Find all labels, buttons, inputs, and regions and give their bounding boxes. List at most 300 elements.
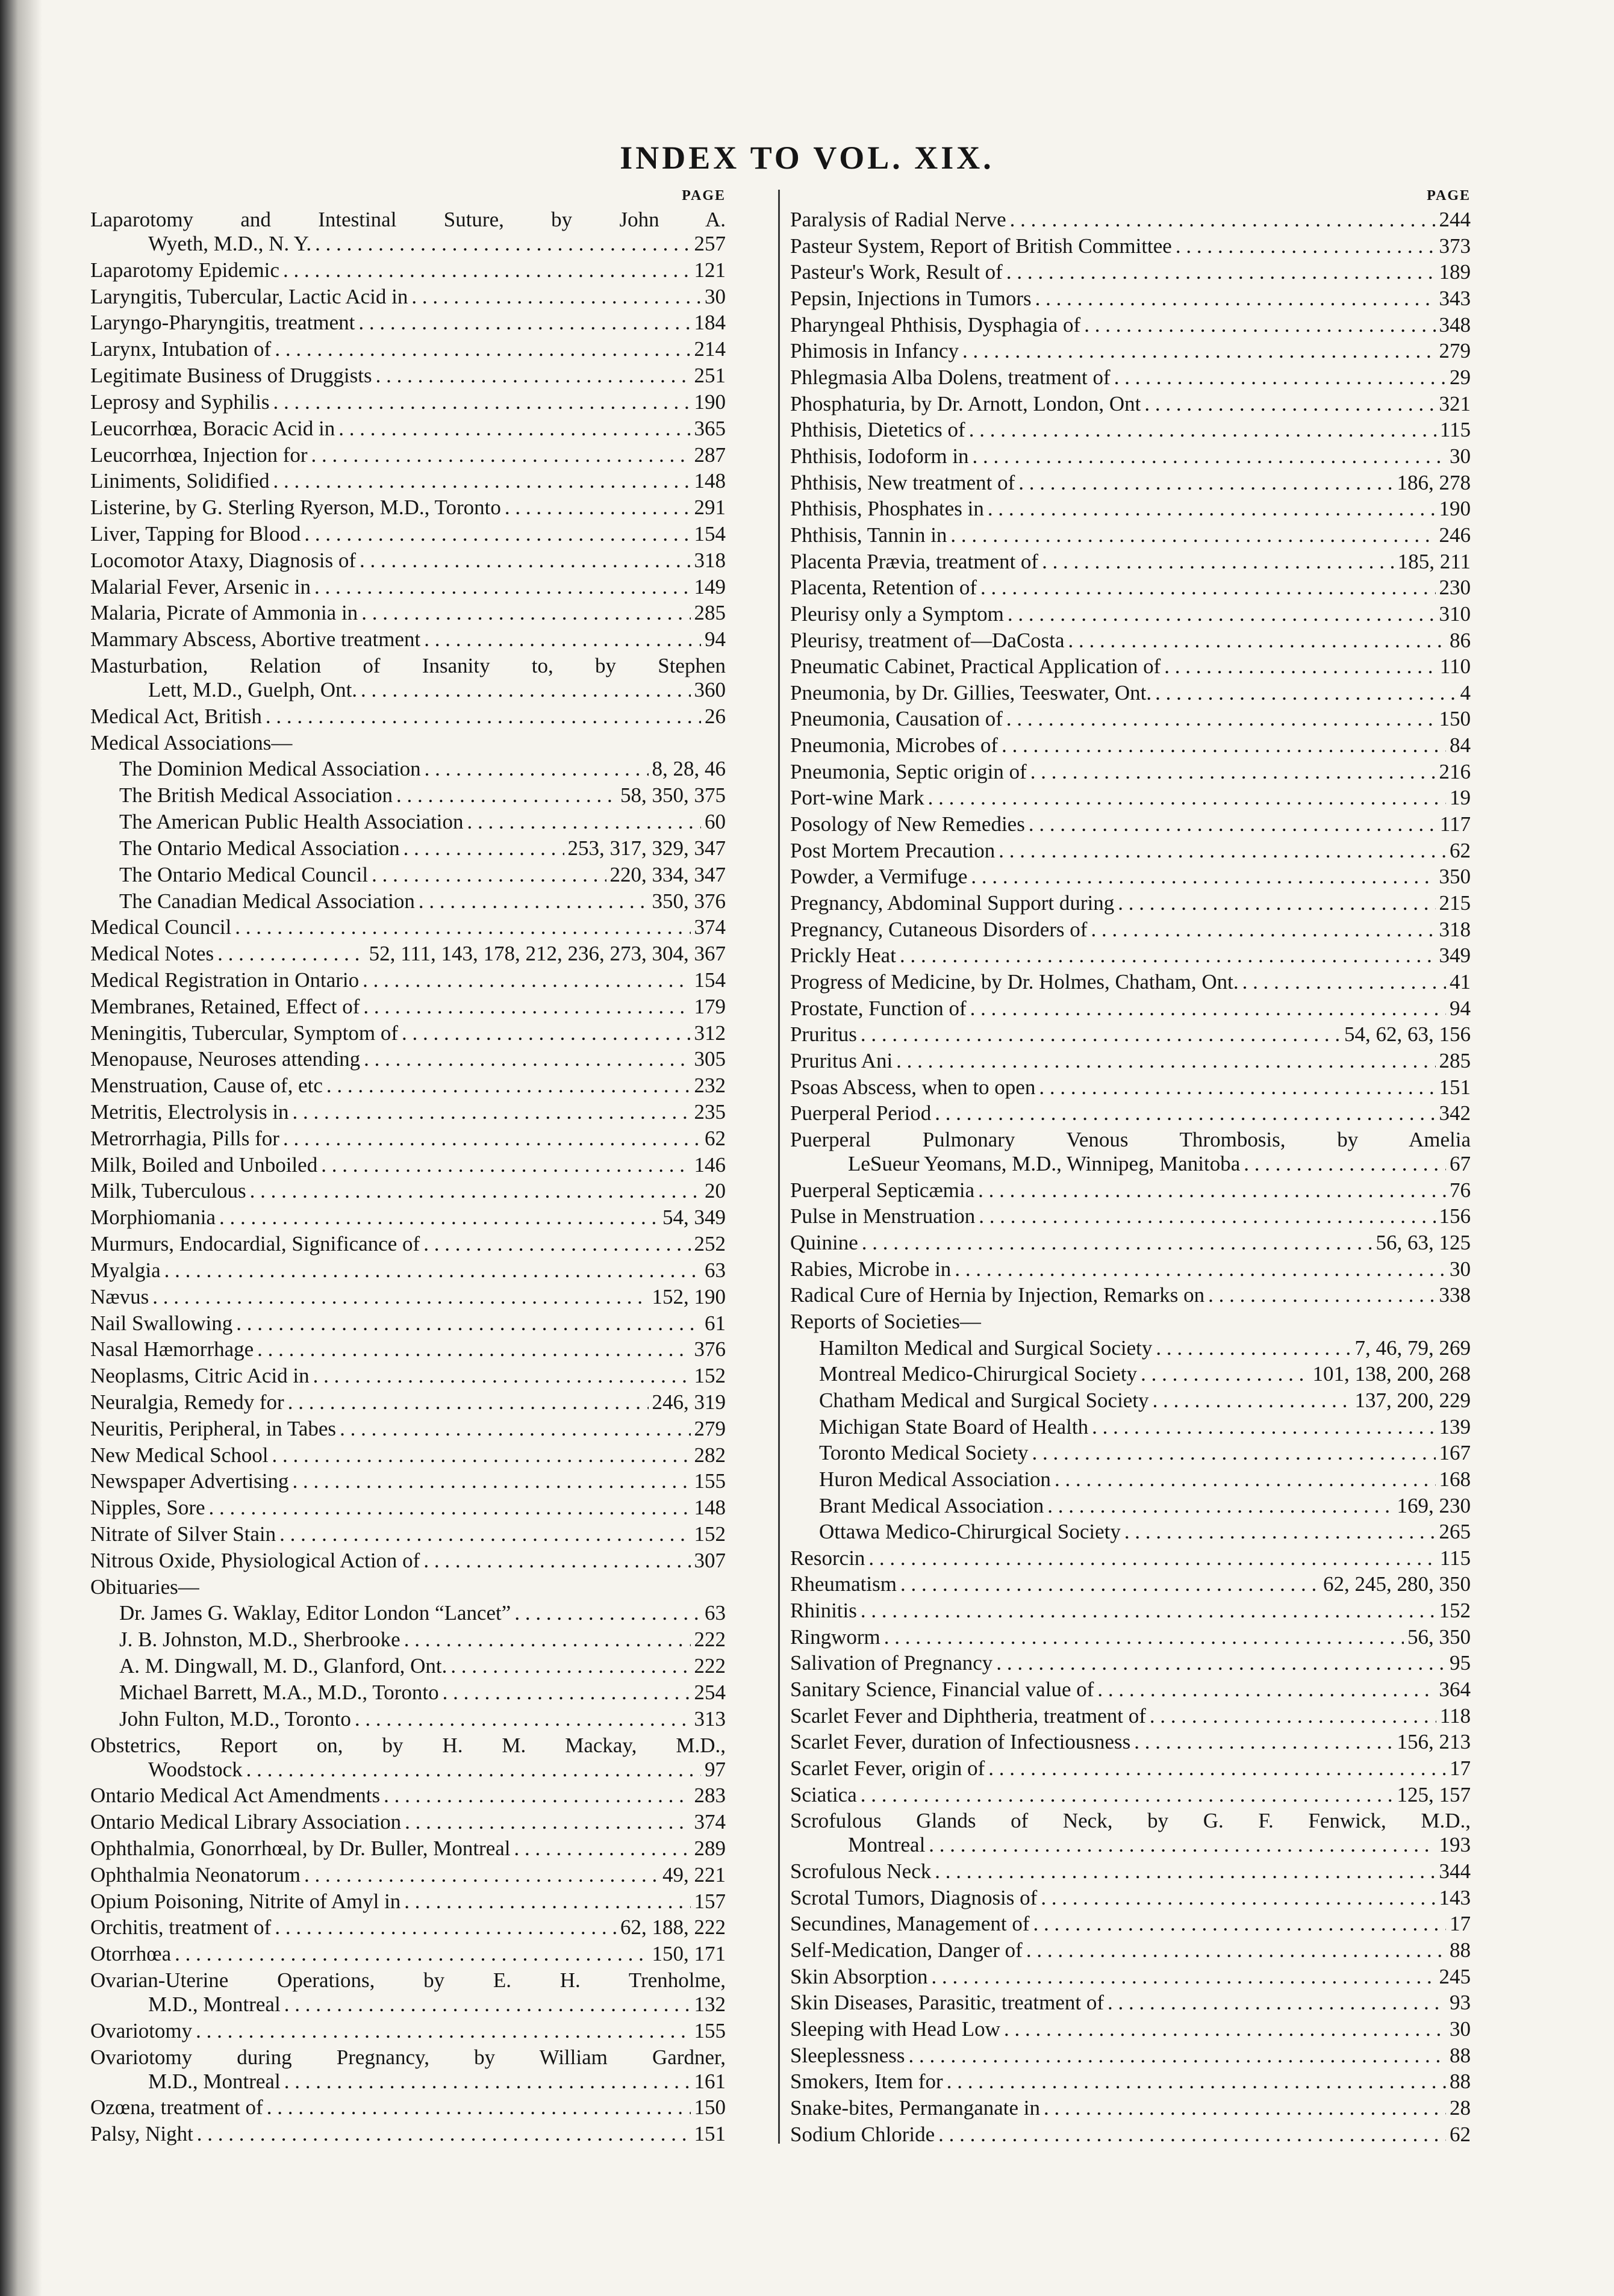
index-entry <box>790 1467 1471 1492</box>
index-entry-text: The Ontario Medical Council <box>119 862 369 886</box>
index-entry <box>90 2046 726 2094</box>
leader-dots <box>979 1204 1435 1228</box>
leader-dots <box>321 1153 690 1177</box>
index-entry-line <box>90 942 726 966</box>
page-number: 152, 190 <box>652 1284 726 1308</box>
leader-dots <box>404 1628 691 1652</box>
index-entry-text: Laryngo-Pharyngitis, treatment <box>90 311 355 335</box>
page-number: 360 <box>694 678 726 702</box>
index-entry-line <box>90 757 726 781</box>
index-entry <box>790 1546 1471 1570</box>
page-number: 152 <box>694 1364 726 1388</box>
leader-dots <box>266 705 701 729</box>
page-number: 139 <box>1439 1414 1471 1439</box>
index-entry <box>790 1599 1471 1623</box>
page-column-label: PAGE <box>1427 188 1471 204</box>
index-entry <box>90 1232 726 1256</box>
leader-dots <box>425 757 649 781</box>
index-entry <box>90 2095 726 2120</box>
index-entry <box>790 1389 1471 1413</box>
index-entry-text: Neoplasms, Citric Acid in <box>90 1364 310 1388</box>
page-number: 190 <box>1439 497 1471 521</box>
index-entry <box>790 1283 1471 1307</box>
page-number: 150 <box>1439 707 1471 731</box>
index-entry-text: Phosphaturia, by Dr. Arnott, London, Ont <box>790 391 1141 415</box>
leader-dots <box>273 469 690 493</box>
index-entry-text: Nail Swallowing <box>90 1311 233 1335</box>
index-entry-line <box>790 1651 1471 1675</box>
index-entry-text: Montreal <box>848 1833 926 1857</box>
index-entry-text: Morphiomania <box>90 1206 216 1230</box>
leader-dots <box>358 311 690 335</box>
index-entry <box>790 865 1471 889</box>
index-entry-text: Menstruation, Cause of, etc <box>90 1074 323 1098</box>
index-entry-line <box>790 655 1471 679</box>
leader-dots <box>283 1127 701 1151</box>
index-entry <box>790 1809 1471 1857</box>
page-number: 7, 46, 79, 269 <box>1354 1336 1471 1360</box>
leader-dots <box>1144 392 1435 416</box>
index-entry <box>90 1810 726 1834</box>
leader-dots <box>404 1890 690 1914</box>
index-entry <box>790 2123 1471 2147</box>
column-divider <box>778 190 780 2144</box>
index-entry <box>790 471 1471 495</box>
index-entry <box>790 1730 1471 1754</box>
page-number: 342 <box>1439 1101 1471 1125</box>
index-entry <box>90 1469 726 1493</box>
leader-dots <box>326 1074 691 1098</box>
index-entry-text: Neuralgia, Remedy for <box>90 1390 284 1414</box>
leader-dots <box>450 1654 690 1678</box>
leader-dots <box>1006 260 1436 284</box>
page-number: 154 <box>694 521 726 546</box>
page-number: 118 <box>1439 1703 1471 1728</box>
index-entry-text: Scrofulous Neck <box>790 1859 932 1884</box>
index-entry-text: Prostate, Function of <box>790 996 967 1020</box>
index-entry-text: Pneumonia, Septic origin of <box>790 759 1027 783</box>
page-number: 283 <box>694 1784 726 1808</box>
leader-dots <box>209 1496 691 1520</box>
index-entry-text: Obituaries— <box>90 1575 199 1599</box>
page-number: 94 <box>705 627 726 652</box>
leader-dots <box>978 1178 1446 1202</box>
index-entry-text: Posology of New Remedies <box>790 812 1025 836</box>
index-entry-text: Snake-bites, Permanganate in <box>790 2095 1041 2120</box>
index-entry <box>90 1047 726 1071</box>
leader-dots <box>1242 970 1446 994</box>
index-entry-line <box>90 863 726 887</box>
leader-dots <box>505 496 691 520</box>
index-entry-line <box>90 2019 726 2043</box>
page-number: 373 <box>1439 234 1471 258</box>
leader-dots <box>1155 681 1456 705</box>
leader-dots <box>999 839 1446 863</box>
index-entry-line <box>790 918 1471 942</box>
index-entry <box>90 469 726 493</box>
index-entry-text: Neuritis, Peripheral, in Tabes <box>90 1416 337 1440</box>
index-entry <box>790 681 1471 705</box>
index-entry <box>790 392 1471 416</box>
index-entry-line <box>790 1886 1471 1910</box>
page-number: 143 <box>1439 1885 1471 1909</box>
index-entry <box>790 629 1471 653</box>
index-entry-line <box>790 1833 1471 1857</box>
page-number: 257 <box>694 232 726 255</box>
index-entry-text: Palsy, Night <box>90 2122 193 2146</box>
index-entry-text: Montreal Medico-Chirurgical Society <box>819 1362 1138 1386</box>
index-entry-text: Opium Poisoning, Nitrite of Amyl in <box>90 1889 401 1913</box>
leader-dots <box>1208 1283 1435 1307</box>
index-entry-line <box>790 602 1471 626</box>
index-entry-line <box>90 469 726 493</box>
index-entry-line <box>790 1546 1471 1570</box>
page-number: 154 <box>694 968 726 992</box>
leader-dots <box>423 1232 690 1256</box>
page-number: 150, 171 <box>652 1942 726 1966</box>
leader-dots <box>313 1364 691 1388</box>
index-entry <box>90 1734 726 1782</box>
page-number: 110 <box>1439 655 1471 679</box>
index-entry-text: Psoas Abscess, when to open <box>790 1075 1036 1099</box>
page-number: 364 <box>1439 1678 1471 1702</box>
index-entry-text: Woodstock <box>148 1757 243 1781</box>
index-entry <box>90 1784 726 1808</box>
leader-dots <box>164 1258 701 1283</box>
leader-dots <box>1124 1520 1436 1544</box>
index-entry-text: Legitimate Business of Druggists <box>90 364 372 388</box>
index-entry <box>790 1178 1471 1202</box>
page-number: 30 <box>1450 444 1471 468</box>
page-binding-shadow <box>0 0 42 2296</box>
leader-dots <box>376 364 691 388</box>
leader-dots <box>1047 1494 1393 1518</box>
index-entry-text: Medical Act, British <box>90 704 262 728</box>
index-entry-text: M.D., Montreal <box>148 1993 281 2016</box>
index-entry <box>90 1681 726 1705</box>
index-entry-line <box>90 731 726 755</box>
leader-dots <box>861 1022 1341 1047</box>
page-number: 152 <box>1439 1599 1471 1623</box>
index-entry-text: Ringworm <box>790 1625 880 1649</box>
page-number: 279 <box>1439 339 1471 363</box>
index-entry-line <box>790 1520 1471 1544</box>
index-entry <box>790 1441 1471 1465</box>
index-entry-text: Nitrate of Silver Stain <box>90 1522 276 1546</box>
page-number: 8, 28, 46 <box>652 757 726 781</box>
index-entry-text: Progress of Medicine, by Dr. Holmes, Chatham, Ont. <box>790 970 1239 994</box>
leader-dots <box>1108 1991 1446 2015</box>
leader-dots <box>1150 1704 1436 1728</box>
index-entry <box>90 889 726 913</box>
index-entry-text: Malaria, Picrate of Ammonia in <box>90 601 358 625</box>
leader-dots <box>197 2122 691 2146</box>
page-number: 305 <box>694 1047 726 1071</box>
index-entry-line <box>90 1890 726 1914</box>
index-entry-text: Resorcin <box>790 1546 865 1570</box>
page-number: 76 <box>1450 1178 1471 1202</box>
page-number: 88 <box>1450 2043 1471 2067</box>
index-entries-right <box>790 208 1471 2147</box>
leader-dots <box>900 1572 1320 1596</box>
index-entry-text: Powder, a Vermifuge <box>790 865 968 889</box>
page-number: 156, 213 <box>1397 1730 1471 1754</box>
leader-dots <box>1033 1912 1446 1936</box>
index-entry <box>790 1022 1471 1047</box>
leader-dots <box>514 1837 691 1861</box>
index-entry-line <box>790 681 1471 705</box>
index-entry <box>90 1311 726 1336</box>
index-entry-line <box>90 443 726 467</box>
index-entry <box>90 1915 726 1940</box>
index-entry <box>790 1572 1471 1596</box>
page-number: 62 <box>1450 2122 1471 2146</box>
index-entries-left <box>90 208 726 2147</box>
index-entry <box>790 497 1471 521</box>
page-number: 84 <box>1450 733 1471 758</box>
index-entry-line <box>90 1942 726 1966</box>
index-entry <box>90 390 726 414</box>
index-entry-line <box>90 285 726 309</box>
page-number: 157 <box>694 1889 726 1913</box>
leader-dots <box>304 522 690 546</box>
page-number: 214 <box>694 337 726 361</box>
index-entry-text: M.D., Montreal <box>148 2069 281 2093</box>
leader-dots <box>884 1625 1404 1649</box>
index-entry-line <box>90 232 726 256</box>
index-entry-text: Murmurs, Endocardial, Significance of <box>90 1232 420 1256</box>
index-entry <box>790 970 1471 994</box>
index-entry <box>90 810 726 834</box>
index-entry-text: Ophthalmia Neonatorum <box>90 1862 301 1887</box>
leader-dots <box>971 865 1435 889</box>
page-number: 193 <box>1439 1833 1471 1857</box>
index-entry <box>790 1049 1471 1073</box>
index-entry-text: Wyeth, M.D., N. Y. <box>148 232 312 255</box>
index-entry-line <box>90 1707 726 1731</box>
leader-dots <box>1041 1886 1435 1910</box>
index-entry <box>90 1628 726 1652</box>
leader-dots <box>929 1833 1435 1857</box>
index-entry <box>90 1575 726 1599</box>
leader-dots <box>196 2019 690 2043</box>
index-entry-line <box>790 1912 1471 1936</box>
leader-dots <box>1010 208 1436 232</box>
index-entry-text: Pasteur's Work, Result of <box>790 260 1003 284</box>
page-number: 190 <box>694 390 726 414</box>
page-number: 156 <box>1439 1204 1471 1228</box>
leader-dots <box>935 1859 1435 1884</box>
leader-dots <box>1044 2096 1446 2120</box>
index-entry-line <box>90 889 726 913</box>
index-entry-text: Mammary Abscess, Abortive treatment <box>90 627 421 652</box>
index-entry-text: Otorrhœa <box>90 1942 172 1966</box>
leader-dots <box>288 1390 649 1414</box>
leader-dots <box>861 1783 1394 1807</box>
page-number: 54, 349 <box>662 1206 726 1230</box>
index-entry <box>90 1522 726 1546</box>
index-entry-line <box>90 1993 726 2017</box>
index-entry-text: The Canadian Medical Association <box>119 889 415 913</box>
leader-dots <box>405 1810 690 1834</box>
index-entry-line <box>790 2017 1471 2041</box>
index-entry-line <box>790 1022 1471 1047</box>
leader-dots <box>293 1100 691 1124</box>
index-entry-text: Toronto Medical Society <box>819 1441 1029 1465</box>
leader-dots <box>175 1942 648 1966</box>
page-number: 115 <box>1439 418 1471 442</box>
page-number: 245 <box>1439 1964 1471 1988</box>
index-entry-text: Scrofulous Glands of Neck, by G. F. Fenwick, M.D., <box>790 1809 1471 1833</box>
index-entry-line <box>90 1021 726 1045</box>
index-entry <box>90 337 726 361</box>
index-entry-line <box>90 1915 726 1940</box>
index-entry <box>90 1837 726 1861</box>
index-entry <box>90 1179 726 1203</box>
page-number: 52, 111, 143, 178, 212, 236, 273, 304, 367 <box>369 942 726 966</box>
page-number: 313 <box>694 1706 726 1731</box>
index-entry-line <box>90 2095 726 2120</box>
index-entry-line <box>90 311 726 335</box>
page-number: 279 <box>694 1416 726 1440</box>
index-entry <box>790 1204 1471 1228</box>
index-entry-text: Ontario Medical Library Association <box>90 1810 402 1834</box>
index-entry-line <box>790 1678 1471 1702</box>
leader-dots <box>909 2044 1446 2068</box>
index-entry-text: Metrorrhagia, Pills for <box>90 1126 279 1150</box>
index-entry <box>790 444 1471 468</box>
index-entry-text: New Medical School <box>90 1443 269 1467</box>
index-entry-line <box>90 1337 726 1361</box>
index-entry <box>790 1651 1471 1675</box>
index-entry-line <box>790 760 1471 784</box>
index-entry <box>90 1654 726 1678</box>
index-entry-text: Locomotor Ataxy, Diagnosis of <box>90 548 357 572</box>
index-entry-line <box>790 1441 1471 1465</box>
index-entry-text: The Dominion Medical Association <box>119 757 421 781</box>
index-entry <box>90 731 726 755</box>
index-entry-line <box>790 1231 1471 1255</box>
page-number: 56, 350 <box>1407 1625 1471 1649</box>
index-entry-line <box>790 550 1471 574</box>
index-entry-line <box>90 810 726 834</box>
index-entry-text: Smokers, Item for <box>790 2070 943 2094</box>
index-entry-text: Placenta Prævia, treatment of <box>790 549 1039 573</box>
index-entry-line <box>90 1443 726 1467</box>
page-number: 19 <box>1450 786 1471 810</box>
page-number: 63 <box>705 1601 726 1625</box>
leader-dots <box>950 523 1435 547</box>
index-entry-line <box>90 1628 726 1652</box>
index-entry-text: Dr. James G. Waklay, Editor London “Lancet” <box>119 1601 511 1625</box>
page-number: 344 <box>1439 1859 1471 1884</box>
index-entry-line <box>90 1837 726 1861</box>
leader-dots <box>1029 812 1436 836</box>
index-entry-line <box>90 915 726 939</box>
index-entry <box>90 1942 726 1966</box>
index-entry-line <box>90 783 726 807</box>
index-entry <box>790 1310 1471 1334</box>
index-entry-text: John Fulton, M.D., Toronto <box>119 1706 351 1731</box>
index-entry <box>790 1678 1471 1702</box>
index-entry <box>90 549 726 573</box>
index-entry-line <box>790 1204 1471 1228</box>
page-number: 117 <box>1439 812 1471 836</box>
index-entry-line <box>790 1152 1471 1176</box>
index-entry <box>90 1100 726 1124</box>
index-entry <box>90 783 726 807</box>
index-entry-text: Ophthalmia, Gonorrhœal, by Dr. Buller, Montreal <box>90 1836 511 1860</box>
index-entry <box>90 1417 726 1441</box>
index-entry-line <box>90 1311 726 1336</box>
leader-dots <box>219 1206 659 1230</box>
index-entry <box>790 733 1471 758</box>
index-entry-text: Rabies, Microbe in <box>790 1257 952 1281</box>
index-entry-text: Pneumonia, Causation of <box>790 707 1003 731</box>
page-number: 28 <box>1450 2095 1471 2120</box>
index-entry <box>790 1075 1471 1100</box>
page-number: 30 <box>705 284 726 308</box>
leader-dots <box>443 1681 691 1705</box>
index-entry-text: Puerperal Septicæmia <box>790 1178 975 1202</box>
leader-dots <box>250 1179 701 1203</box>
index-entry-line <box>790 1257 1471 1281</box>
index-entry-line <box>790 1599 1471 1623</box>
index-entry-line <box>90 1074 726 1098</box>
leader-dots <box>384 1784 690 1808</box>
index-entry <box>790 2070 1471 2094</box>
index-entry-text: Secundines, Management of <box>790 1912 1030 1936</box>
index-entry-line <box>790 891 1471 915</box>
index-entry-text: Ovariotomy during Pregnancy, by William Gardner, <box>90 2045 726 2069</box>
leader-dots <box>315 232 690 256</box>
index-entry-line <box>790 234 1471 258</box>
index-entry-line <box>790 1415 1471 1439</box>
page-number: 20 <box>705 1179 726 1203</box>
index-entry-text: Nipples, Sore <box>90 1496 205 1520</box>
index-entry-text: Phthisis, New treatment of <box>790 470 1015 494</box>
index-entry-line <box>90 1863 726 1887</box>
leader-dots <box>364 1047 690 1071</box>
page-number: 186, 278 <box>1397 470 1471 494</box>
index-entry <box>790 550 1471 574</box>
index-entry-line <box>790 1965 1471 1989</box>
index-entry <box>90 601 726 625</box>
index-entry <box>790 839 1471 863</box>
index-entry-line <box>90 337 726 361</box>
index-entry-line <box>790 1625 1471 1649</box>
index-entry-line <box>790 1049 1471 1073</box>
index-entry-line <box>90 678 726 702</box>
index-entry-text: Rhinitis <box>790 1599 857 1623</box>
page-number: 244 <box>1439 208 1471 231</box>
leader-dots <box>424 627 701 652</box>
index-entry <box>90 1206 726 1230</box>
index-entry-text: Newspaper Advertising <box>90 1469 289 1493</box>
index-entry-line <box>790 1362 1471 1386</box>
index-entry-line <box>790 1467 1471 1492</box>
index-entry-line <box>90 1496 726 1520</box>
index-entry <box>790 260 1471 284</box>
index-entry <box>90 1258 726 1283</box>
index-entry-line <box>90 1522 726 1546</box>
page-number: 215 <box>1439 891 1471 915</box>
leader-dots <box>423 1549 690 1573</box>
index-entry <box>790 1886 1471 1910</box>
index-entry-text: Salivation of Pregnancy <box>790 1651 993 1675</box>
leader-dots <box>1114 366 1446 390</box>
index-entry <box>90 705 726 729</box>
